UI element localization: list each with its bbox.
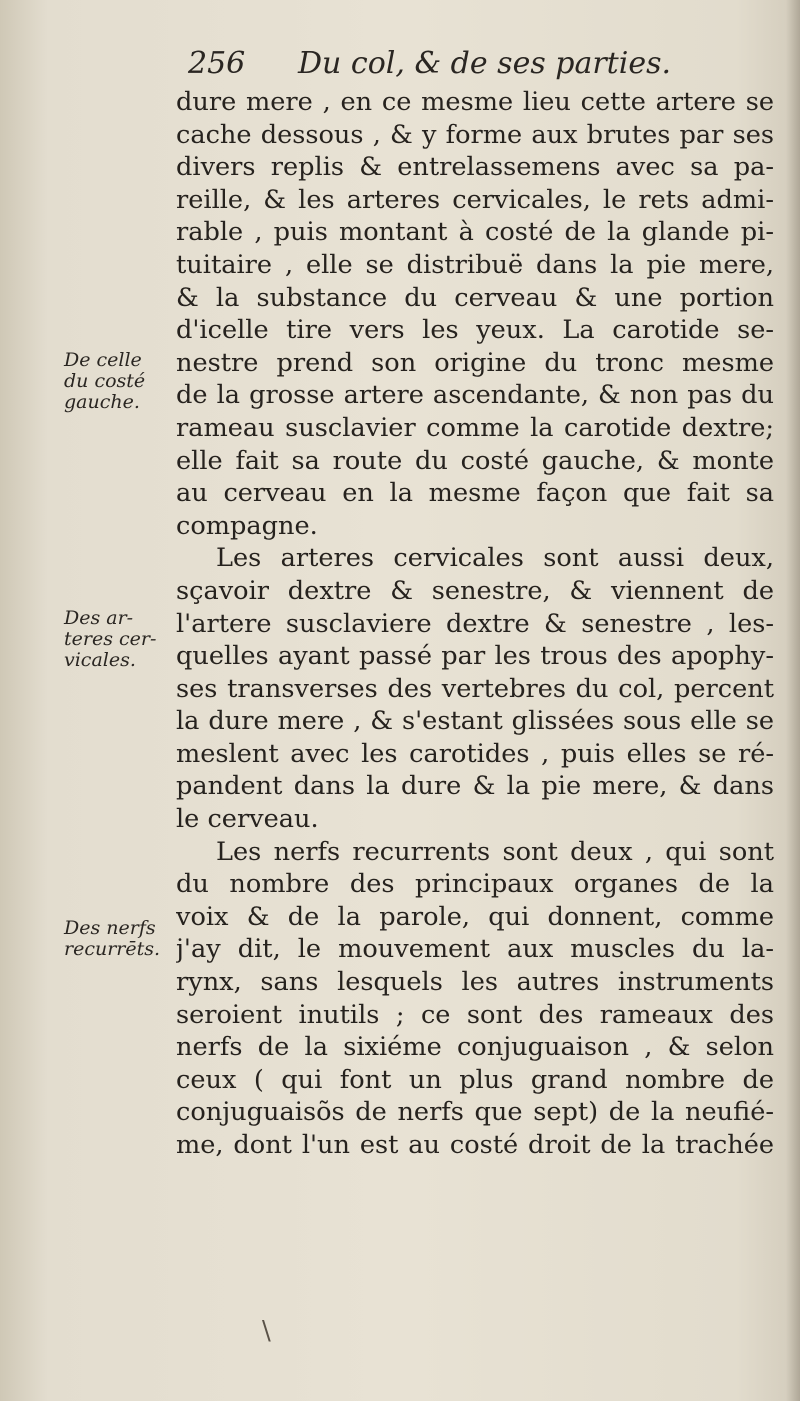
- text-line: le cerveau.: [176, 804, 319, 835]
- page-edge-shadow: [786, 0, 800, 1401]
- text-line: me, dont l'un est au costé droit de la trachée: [176, 1130, 774, 1160]
- margin-note-line: recurrēts.: [64, 938, 161, 960]
- text-line: j'ay dit, le mouvement aux muscles du la-: [176, 934, 774, 965]
- text-line: voix & de la parole, qui donnent, comme: [176, 901, 774, 932]
- margin-note-line: du costé: [64, 370, 146, 392]
- text-line: seroient inutils ; ce sont des rameaux des: [176, 999, 774, 1030]
- text-line: de la grosse artere ascendante, & non pas du: [176, 380, 774, 411]
- text-line: dure mere , en ce mesme lieu cette artere se: [176, 87, 774, 117]
- text-line: la dure mere , & s'estant glissées sous elle se: [176, 706, 774, 737]
- text-line: reille, & les arteres cervicales, le rets admi-: [176, 184, 774, 215]
- text-line: & la substance du cerveau & une portion: [176, 282, 774, 313]
- text-line: l'artere susclaviere dextre & senestre , les-: [176, 608, 774, 639]
- text-line: Les arteres cervicales sont aussi deux,: [216, 543, 774, 574]
- body-text: [176, 86, 774, 1162]
- margin-note-line: De celle: [64, 349, 142, 371]
- running-head: [188, 46, 768, 90]
- text-line: tuitaire , elle se distribuë dans la pie mere,: [176, 249, 774, 280]
- text-line: sçavoir dextre & senestre, & viennent de: [176, 575, 774, 606]
- text-line: ceux ( qui font un plus grand nombre de: [176, 1064, 774, 1095]
- text-line: cache dessous , & y forme aux brutes par ses: [176, 119, 774, 150]
- text-line: meslent avec les carotides , puis elles se ré-: [176, 738, 774, 769]
- margin-note: [64, 608, 176, 671]
- text-line: rable , puis montant à costé de la glande pi-: [176, 217, 774, 248]
- margin-note: [64, 350, 176, 413]
- text-line: Les nerfs recurrents sont deux , qui sont: [216, 836, 774, 867]
- text-line: compagne.: [176, 510, 318, 541]
- running-title: Du col, & de ses parties.: [298, 46, 672, 81]
- text-line: conjuguaisõs de nerfs que sept) de la neufié-: [176, 1097, 774, 1128]
- text-line: nestre prend son origine du tronc mesme: [176, 347, 774, 378]
- margin-note: [64, 918, 176, 960]
- text-line: quelles ayant passé par les trous des apophy-: [176, 641, 774, 672]
- margin-note-line: gauche.: [64, 391, 140, 413]
- text-line: rameau susclavier comme la carotide dextre;: [176, 412, 774, 443]
- text-line: elle fait sa route du costé gauche, & monte: [176, 445, 774, 476]
- margin-note-line: teres cer-: [64, 628, 157, 650]
- stray-ink-mark: \: [262, 1316, 271, 1346]
- text-line: rynx, sans lesquels les autres instruments: [176, 967, 774, 998]
- margin-note-line: vicales.: [64, 649, 136, 671]
- text-line: au cerveau en la mesme façon que fait sa: [176, 478, 774, 509]
- text-line: pandent dans la dure & la pie mere, & dans: [176, 771, 774, 802]
- text-line: du nombre des principaux organes de la: [176, 869, 774, 900]
- text-line: d'icelle tire vers les yeux. La carotide se-: [176, 315, 774, 346]
- text-line: divers replis & entrelassemens avec sa pa-: [176, 152, 774, 183]
- text-line: ses transverses des vertebres du col, percent: [176, 673, 774, 704]
- margin-note-line: Des ar-: [64, 607, 134, 629]
- text-line: nerfs de la sixiéme conjuguaison , & selon: [176, 1032, 774, 1063]
- margin-note-line: Des nerfs: [64, 917, 156, 939]
- page-number: 256: [188, 46, 246, 81]
